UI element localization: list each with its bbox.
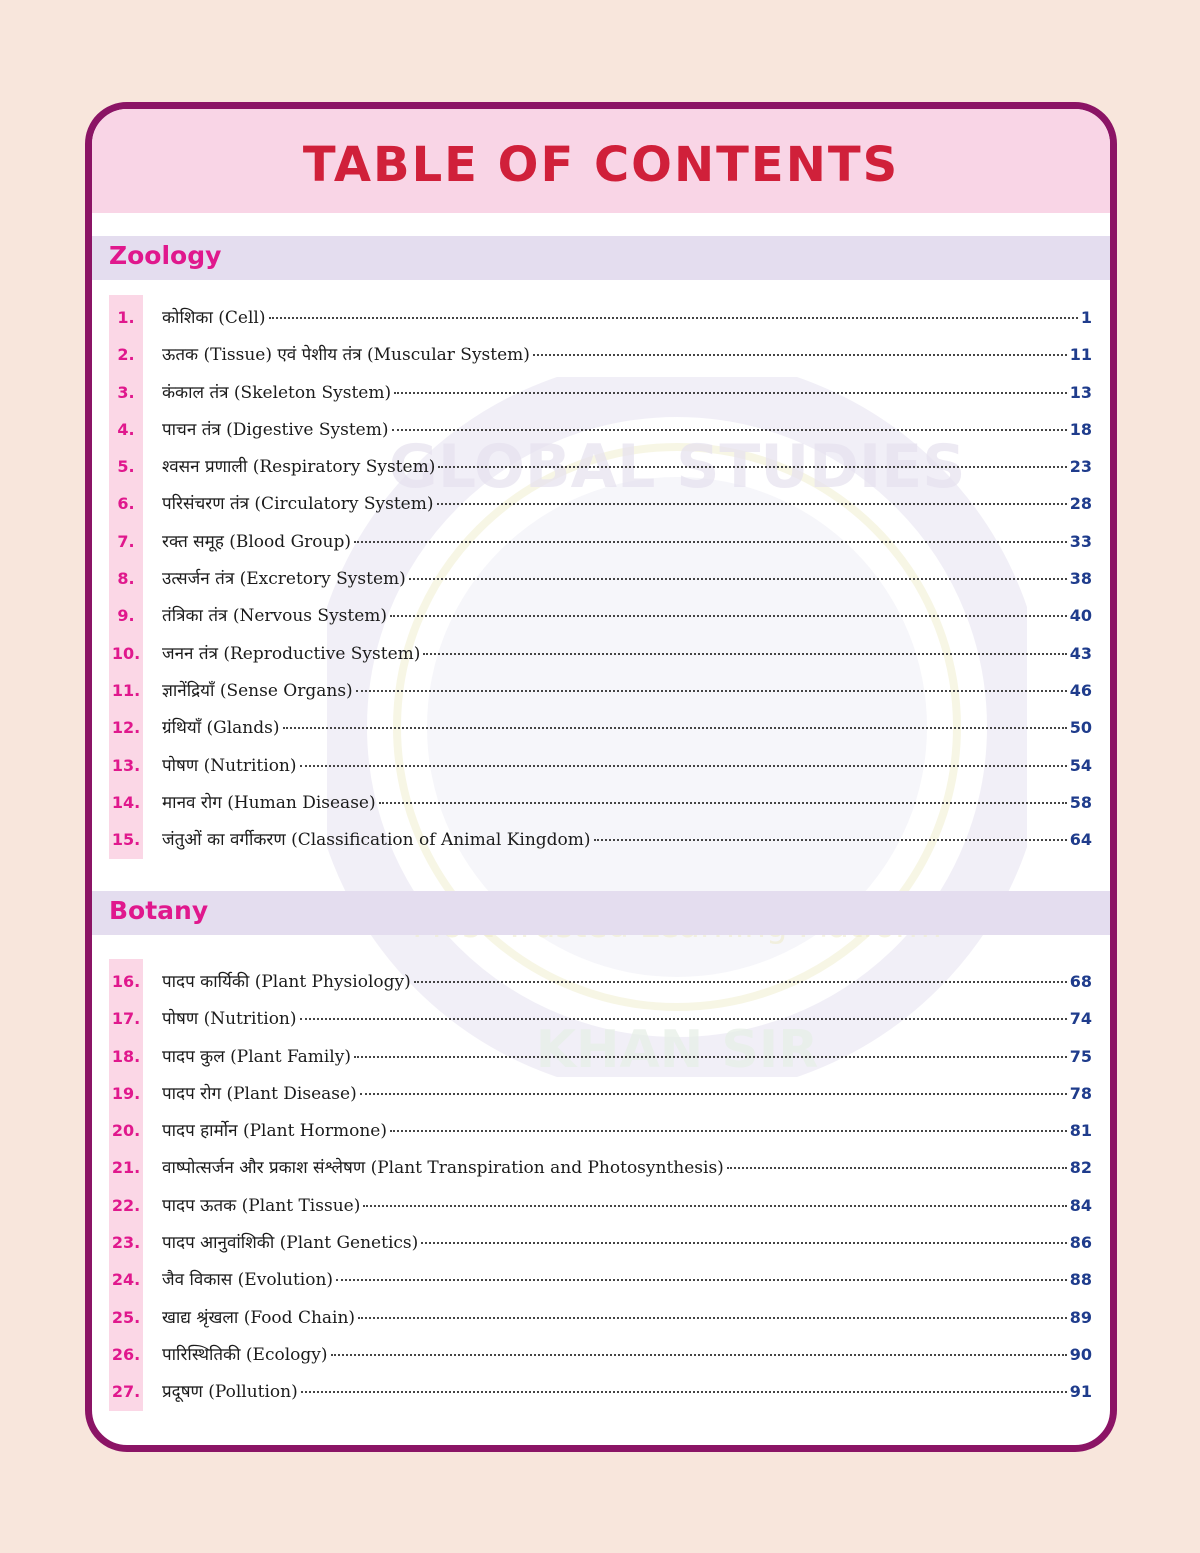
toc-entry[interactable] [92, 1299, 1110, 1336]
entry-page: 38 [1069, 569, 1092, 589]
dot-leader [300, 765, 1067, 767]
entry-page: 23 [1069, 457, 1092, 477]
entry-title: रक्त समूह (Blood Group) [162, 531, 351, 552]
dot-leader [356, 690, 1067, 692]
entry-page: 40 [1069, 606, 1092, 626]
toc-entry[interactable] [92, 1075, 1110, 1112]
entry-title: मानव रोग (Human Disease) [162, 792, 376, 813]
entry-title: पादप रोग (Plant Disease) [162, 1083, 357, 1104]
dot-leader [594, 839, 1067, 841]
entry-page: 50 [1069, 718, 1092, 738]
dot-leader [409, 578, 1067, 580]
entry-page: 1 [1080, 308, 1092, 327]
toc-entry[interactable] [92, 784, 1110, 821]
entry-title: परिसंचरण तंत्र (Circulatory System) [162, 494, 434, 515]
entry-page: 81 [1069, 1121, 1092, 1141]
entry-number: 22. [111, 1195, 141, 1215]
dot-leader [301, 1391, 1067, 1393]
toc-entry[interactable] [92, 1149, 1110, 1186]
dot-leader [727, 1167, 1067, 1169]
entry-title: पादप कुल (Plant Family) [162, 1046, 351, 1067]
entry-number: 1. [117, 308, 135, 327]
section-heading-botany: Botany [109, 896, 209, 925]
section-heading-zoology: Zoology [109, 241, 222, 270]
toc-entry[interactable] [92, 411, 1110, 448]
entry-number: 24. [111, 1270, 141, 1290]
entry-page: 64 [1069, 830, 1092, 850]
toc-entry[interactable] [92, 1038, 1110, 1075]
entry-title: पादप कार्यिकी (Plant Physiology) [162, 972, 411, 992]
entry-number: 18. [111, 1046, 141, 1066]
entry-title: पादप हार्मोन (Plant Hormone) [162, 1121, 387, 1142]
entry-number: 21. [111, 1158, 141, 1178]
entry-title: जैव विकास (Evolution) [162, 1270, 334, 1291]
entry-page: 90 [1069, 1344, 1092, 1364]
toc-entry[interactable] [92, 448, 1110, 485]
dot-leader [354, 541, 1067, 543]
toc-entry[interactable] [92, 747, 1110, 784]
toc-list-zoology [92, 299, 1110, 858]
entry-title: जंतुओं का वर्गीकरण (Classification of Animal Kingdom) [162, 830, 591, 851]
entry-number: 15. [111, 830, 141, 850]
entry-title: श्वसन प्रणाली (Respiratory System) [162, 457, 436, 478]
toc-entry[interactable] [92, 1187, 1110, 1224]
entry-page: 33 [1069, 531, 1092, 551]
entry-number: 10. [111, 643, 141, 663]
dot-leader [331, 1354, 1067, 1356]
entry-number: 12. [111, 718, 141, 738]
entry-title: ग्रंथियाँ (Glands) [162, 718, 280, 739]
toc-entry[interactable] [92, 374, 1110, 411]
entry-page: 28 [1069, 494, 1092, 514]
entry-title: पोषण (Nutrition) [162, 755, 297, 776]
entry-number: 13. [111, 755, 141, 775]
entry-title: उत्सर्जन तंत्र (Excretory System) [162, 569, 406, 590]
entry-number: 14. [111, 792, 141, 812]
watermark-brand: KHAN SIR [535, 1020, 819, 1077]
toc-entry[interactable] [92, 1261, 1110, 1298]
entry-page: 88 [1069, 1270, 1092, 1290]
entry-page: 43 [1069, 643, 1092, 663]
toc-entry[interactable] [92, 299, 1110, 336]
toc-entry[interactable] [92, 336, 1110, 373]
title-banner [92, 109, 1110, 213]
entry-page: 74 [1069, 1009, 1092, 1029]
toc-entry[interactable] [92, 821, 1110, 858]
dot-leader [437, 503, 1067, 505]
entry-number: 5. [117, 457, 135, 477]
entry-page: 68 [1069, 972, 1092, 991]
toc-entry[interactable] [92, 1000, 1110, 1037]
section-band-zoology [92, 236, 1110, 280]
dot-leader [423, 653, 1066, 655]
entry-title: जनन तंत्र (Reproductive System) [162, 643, 421, 664]
dot-leader [358, 1317, 1067, 1319]
entry-title: पादप ऊतक (Plant Tissue) [162, 1195, 361, 1216]
toc-entry[interactable] [92, 1336, 1110, 1373]
toc-entry[interactable] [92, 560, 1110, 597]
entry-number: 20. [111, 1121, 141, 1141]
entry-title: ज्ञानेंद्रियाँ (Sense Organs) [162, 680, 353, 701]
entry-number: 3. [117, 382, 135, 402]
dot-leader [438, 466, 1066, 468]
entry-number: 11. [111, 680, 141, 700]
dot-leader [390, 615, 1067, 617]
toc-entry[interactable] [92, 597, 1110, 634]
page-title: TABLE OF CONTENTS [302, 137, 900, 193]
toc-entry[interactable] [92, 1224, 1110, 1261]
dot-leader [300, 1018, 1067, 1020]
dot-leader [269, 317, 1078, 319]
entry-title: ऊतक (Tissue) एवं पेशीय तंत्र (Muscular System) [162, 345, 530, 366]
entry-title: पारिस्थितिकी (Ecology) [162, 1344, 328, 1365]
entry-number: 9. [117, 606, 135, 626]
entry-page: 91 [1069, 1382, 1092, 1402]
entry-page: 58 [1069, 792, 1092, 812]
toc-entry[interactable] [92, 1112, 1110, 1149]
entry-title: प्रदूषण (Pollution) [162, 1382, 298, 1403]
dot-leader [379, 802, 1067, 804]
entry-number: 25. [111, 1307, 141, 1327]
entry-number: 23. [111, 1233, 141, 1253]
entry-page: 46 [1069, 680, 1092, 700]
dot-leader [533, 354, 1067, 356]
entry-page: 54 [1069, 755, 1092, 775]
entry-page: 11 [1069, 345, 1092, 365]
entry-page: 78 [1069, 1083, 1092, 1103]
dot-leader [392, 429, 1067, 431]
dot-leader [390, 1130, 1067, 1132]
toc-entry[interactable] [92, 1373, 1110, 1410]
toc-entry[interactable] [92, 523, 1110, 560]
entry-title: वाष्पोत्सर्जन और प्रकाश संश्लेषण (Plant Transpiration and Photosynthesis) [162, 1158, 724, 1179]
entry-title: पाचन तंत्र (Digestive System) [162, 419, 389, 440]
entry-number: 27. [111, 1382, 141, 1402]
entry-title: खाद्य श्रृंखला (Food Chain) [162, 1307, 356, 1328]
entry-title: पादप आनुवांशिकी (Plant Genetics) [162, 1233, 419, 1254]
dot-leader [414, 981, 1067, 983]
entry-page: 82 [1069, 1158, 1092, 1178]
entry-number: 26. [111, 1344, 141, 1364]
entry-number: 2. [117, 345, 135, 365]
toc-frame [85, 102, 1117, 1452]
entry-page: 89 [1069, 1307, 1092, 1327]
entry-number: 6. [117, 494, 135, 514]
dot-leader [394, 392, 1067, 394]
toc-list-botany [92, 963, 1110, 1411]
entry-page: 18 [1069, 419, 1092, 439]
entry-title: कोशिका (Cell) [162, 308, 266, 328]
entry-number: 4. [117, 419, 135, 439]
entry-number: 8. [117, 569, 135, 589]
dot-leader [354, 1056, 1067, 1058]
entry-title: पोषण (Nutrition) [162, 1009, 297, 1030]
dot-leader [283, 727, 1067, 729]
entry-page: 13 [1069, 382, 1092, 402]
entry-page: 84 [1069, 1195, 1092, 1215]
toc-entry[interactable] [92, 635, 1110, 672]
toc-entry[interactable] [92, 485, 1110, 522]
toc-entry[interactable] [92, 963, 1110, 1000]
entry-page: 75 [1069, 1046, 1092, 1066]
entry-number: 7. [117, 531, 135, 551]
dot-leader [363, 1205, 1066, 1207]
toc-entry[interactable] [92, 709, 1110, 746]
dot-leader [421, 1242, 1066, 1244]
entry-number: 17. [111, 1009, 141, 1029]
toc-entry[interactable] [92, 672, 1110, 709]
entry-number: 19. [111, 1083, 141, 1103]
dot-leader [360, 1093, 1067, 1095]
entry-number: 16. [111, 972, 141, 991]
entry-title: कंकाल तंत्र (Skeleton System) [162, 382, 392, 403]
section-band-botany [92, 891, 1110, 935]
watermark-ring-text: GLOBAL STUDIES [388, 432, 966, 502]
entry-title: तंत्रिका तंत्र (Nervous System) [162, 606, 388, 627]
dot-leader [336, 1279, 1067, 1281]
entry-page: 86 [1069, 1233, 1092, 1253]
